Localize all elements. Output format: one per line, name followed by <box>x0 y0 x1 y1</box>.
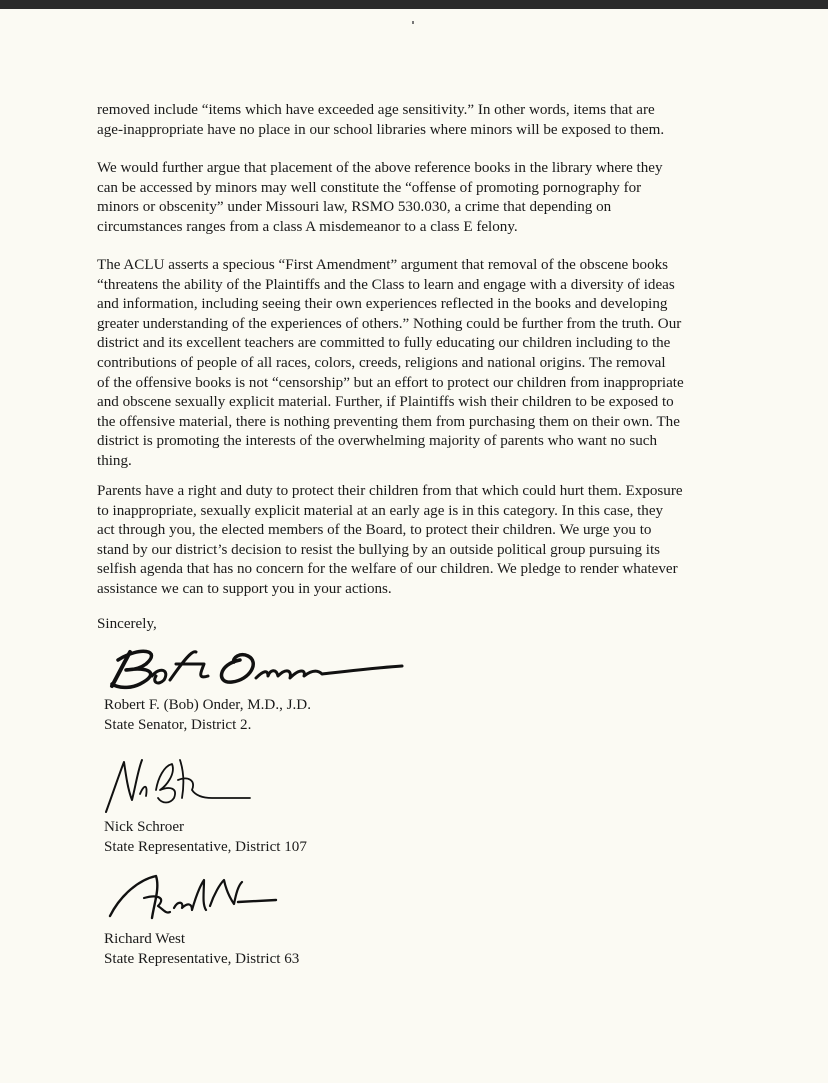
paragraph-line: selfish agenda that has no concern for the welfare of our children. We pledge to render whatever <box>97 561 678 578</box>
signatory-title-west: State Representative, District 63 <box>104 951 300 967</box>
closing: Sincerely, <box>97 616 157 632</box>
paragraph-line: the offensive material, there is nothing preventing them from purchasing them on their own. The <box>97 413 680 430</box>
signatory-title-onder: State Senator, District 2. <box>104 717 252 733</box>
paragraph-line: greater understanding of the experiences of others.” Nothing could be further from the truth. Our <box>97 315 682 332</box>
paragraph-line: age-inappropriate have no place in our school libraries where minors will be exposed to them. <box>97 121 665 138</box>
paragraph-line: circumstances ranges from a class A misdemeanor to a class E felony. <box>97 218 518 235</box>
paragraph-line: thing. <box>97 452 132 469</box>
paragraph-line: act through you, the elected members of the Board, to protect their children. We urge you to <box>97 522 652 539</box>
signatory-title-schroer: State Representative, District 107 <box>104 839 307 855</box>
paragraph-line: district is promoting the interests of the overwhelming majority of parents who want no such <box>97 433 658 450</box>
paragraph-line: “threatens the ability of the Plaintiffs and the Class to learn and engage with a diversity of ideas <box>97 276 675 293</box>
paragraph-line: contributions of people of all races, colors, creeds, religions and national origins. The removal <box>97 354 666 371</box>
paragraph-line: minors or obscenity” under Missouri law, RSMO 530.030, a crime that depending on <box>97 199 612 216</box>
paragraph-line: The ACLU asserts a specious “First Amendment” argument that removal of the obscene books <box>97 257 669 273</box>
paragraph-line: of the offensive books is not “censorship” but an effort to protect our children from inappropriate <box>97 374 684 391</box>
signatory-name-onder: Robert F. (Bob) Onder, M.D., J.D. <box>104 697 311 713</box>
paragraph-3 <box>97 256 752 472</box>
paragraph-line: assistance we can to support you in your actions. <box>97 580 392 597</box>
paragraph-line: removed include “items which have exceeded age sensitivity.” In other words, items that are <box>97 102 655 118</box>
scan-mark <box>412 21 414 24</box>
paragraph-line: can be accessed by minors may well constitute the “offense of promoting pornography for <box>97 179 642 196</box>
paragraph-line: and obscene sexually explicit material. Further, if Plaintiffs wish their children to be exposed to <box>97 394 674 411</box>
paragraph-line: to inappropriate, sexually explicit material at an early age is in this category. In this case, they <box>97 502 664 519</box>
signatory-name-schroer: Nick Schroer <box>104 819 185 835</box>
signature-richard-west <box>100 868 280 930</box>
paragraph-line: We would further argue that placement of the above reference books in the library where they <box>97 160 663 176</box>
top-edge-bar <box>0 0 828 9</box>
paragraph-line: Parents have a right and duty to protect their children from that which could hurt them. Exposure <box>97 483 683 499</box>
signatory-name-west: Richard West <box>104 931 186 947</box>
paragraph-line: district and its excellent teachers are committed to fully educating our children including to the <box>97 335 671 352</box>
signature-bob-onder <box>100 640 410 695</box>
signature-nick-schroer <box>100 750 260 820</box>
paragraph-1 <box>97 101 752 140</box>
paragraph-line: and information, including seeing their own experiences reflected in the books and developing <box>97 296 668 313</box>
paragraph-2 <box>97 159 752 237</box>
paragraph-line: stand by our district’s decision to resist the bullying by an outside political group pursuing its <box>97 541 661 558</box>
paragraph-4 <box>97 482 752 600</box>
